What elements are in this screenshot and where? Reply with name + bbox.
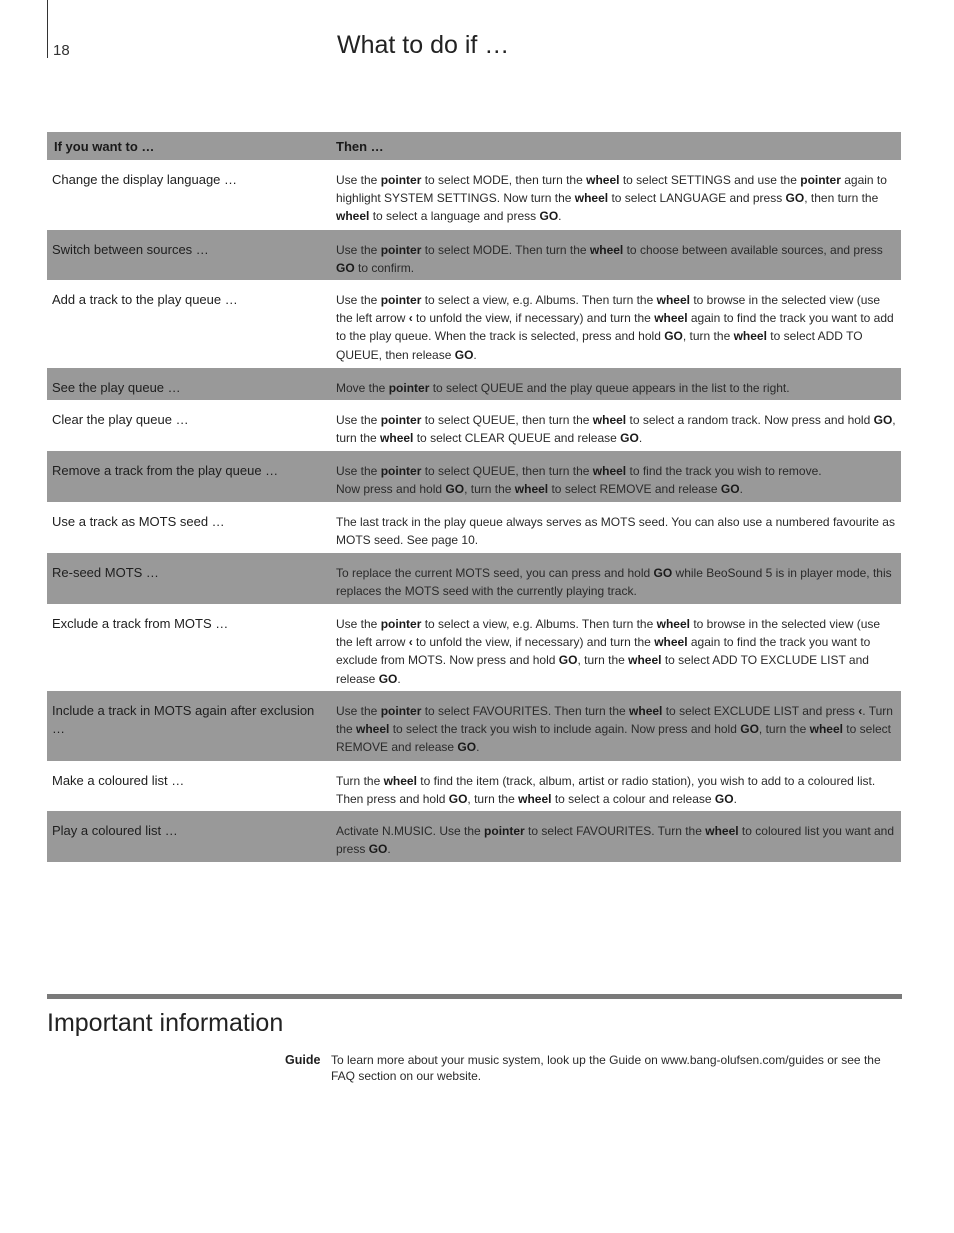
answer-text: . (476, 740, 480, 755)
row-question: Make a coloured list … (52, 773, 185, 788)
answer-text: to unfold the view, if necessary) and turn the (412, 635, 655, 650)
answer-text: . Turn the (336, 704, 893, 737)
table-row (47, 691, 901, 761)
answer-text: , turn the (336, 413, 896, 446)
answer-text: Use the (336, 704, 381, 718)
answer-text: to select QUEUE, then turn the (421, 413, 593, 427)
row-question: Exclude a track from MOTS … (52, 616, 229, 631)
answer-text: , then turn the (804, 191, 879, 206)
section-divider (47, 994, 902, 999)
row-answer (336, 553, 901, 604)
answer-text: to select QUEUE, then turn the (421, 464, 593, 478)
table-row (47, 811, 901, 862)
row-answer (336, 691, 901, 761)
left-arrow-icon: ‹ (858, 704, 863, 718)
table-row (47, 400, 901, 451)
guide-text: To learn more about your music system, look up the Guide on www.bang-olufsen.com/guides or see the FAQ section on our website. (331, 1053, 881, 1083)
answer-text: to select a view, e.g. Albums. Then turn the (421, 293, 657, 307)
keyword: GO (454, 347, 474, 362)
answer-text: Use the (336, 293, 381, 307)
keyword: pointer (388, 381, 430, 395)
keyword: pointer (380, 293, 422, 307)
keyword: GO (720, 482, 740, 497)
row-question: Play a coloured list … (52, 823, 178, 838)
row-question: Re-seed MOTS … (52, 565, 159, 580)
keyword: pointer (800, 173, 841, 187)
table-row (47, 230, 901, 280)
keyword: wheel (518, 792, 552, 807)
keyword: pointer (380, 243, 422, 257)
keyword: pointer (380, 464, 422, 478)
answer-text: to select ADD TO QUEUE, then release (336, 329, 863, 362)
keyword: wheel (586, 173, 620, 187)
answer-text: Use the (336, 464, 381, 478)
keyword: GO (448, 792, 468, 807)
answer-text: . (733, 792, 737, 807)
answer-text: , turn the (577, 653, 629, 668)
answer-text: to select EXCLUDE LIST and press (662, 704, 859, 718)
table-row (47, 160, 901, 230)
answer-text: Use the (336, 243, 381, 257)
row-answer (336, 400, 901, 451)
table-row (47, 451, 901, 502)
row-answer (336, 451, 901, 502)
answer-text: to select a language and press (369, 209, 540, 224)
keyword: wheel (356, 722, 390, 737)
keyword: wheel (705, 824, 739, 838)
keyword: pointer (484, 824, 525, 838)
keyword: wheel (654, 311, 688, 326)
keyword: GO (620, 431, 639, 446)
row-question: Include a track in MOTS again after exclusion … (52, 703, 315, 736)
row-answer (336, 604, 901, 691)
keyword: GO (873, 413, 893, 427)
answer-text: Use the (336, 617, 381, 631)
row-question: Change the display language … (52, 172, 238, 187)
row-question: Use a track as MOTS seed … (52, 514, 225, 529)
answer-text: again to find the track you want to add to the play queue. When the track is selected, press and hold (336, 311, 894, 344)
answer-text: Use the (336, 413, 381, 427)
row-answer (336, 230, 901, 280)
row-answer (336, 761, 901, 811)
row-answer (336, 160, 901, 230)
keyword: GO (558, 653, 578, 668)
row-answer (336, 811, 901, 862)
answer-text: to select ADD TO EXCLUDE LIST and release (336, 653, 869, 686)
answer-text: , turn the (682, 329, 734, 344)
troubleshooting-table (47, 132, 901, 862)
keyword: GO (445, 482, 465, 497)
keyword: wheel (656, 293, 690, 307)
row-question: Add a track to the play queue … (52, 292, 238, 307)
answer-text: to confirm. (354, 261, 415, 276)
answer-text: to select SETTINGS and use the (619, 173, 801, 187)
answer-text: to choose between available sources, and press (623, 243, 883, 257)
keyword: GO (368, 842, 388, 857)
answer-text: to browse in the selected view (use the left arrow (336, 293, 881, 326)
answer-text: to coloured list you want and press (336, 824, 895, 857)
answer-text: again to find the track you want to exclude from MOTS. Now press and hold (336, 635, 871, 668)
answer-text: to select FAVOURITES. Then turn the (421, 704, 630, 718)
keyword: wheel (592, 464, 627, 478)
answer-text: Activate N.MUSIC. Use the (336, 824, 485, 838)
keyword: GO (785, 191, 805, 206)
answer-text: . (558, 209, 562, 224)
keyword: wheel (733, 329, 767, 344)
page-title: What to do if … (337, 31, 510, 59)
keyword: GO (664, 329, 683, 344)
keyword: GO (378, 671, 398, 686)
keyword: GO (653, 566, 673, 580)
keyword: wheel (628, 653, 662, 668)
answer-text: to select CLEAR QUEUE and release (413, 431, 621, 446)
row-answer (336, 280, 901, 368)
answer-text: Turn the (336, 774, 384, 788)
answer-text: To replace the current MOTS seed, you can press and hold (336, 566, 654, 580)
row-question: Switch between sources … (52, 242, 209, 257)
keyword: wheel (574, 191, 609, 206)
answer-text: Move the (336, 381, 389, 395)
header-if-you-want-to: If you want to … (54, 138, 155, 154)
answer-text: to select the track you wish to include again. Now press and hold (389, 722, 741, 737)
answer-text: . (387, 842, 391, 857)
keyword: pointer (380, 617, 422, 631)
answer-text: to find the track you wish to remove. (626, 464, 822, 478)
answer-text: Now press and hold (336, 482, 446, 497)
keyword: GO (336, 261, 355, 276)
answer-text: to browse in the selected view (use the left arrow (336, 617, 881, 650)
answer-text: to select REMOVE and release (548, 482, 721, 497)
answer-text: to select a colour and release (551, 792, 715, 807)
guide-label: Guide (285, 1053, 321, 1067)
answer-text: , turn the (467, 792, 519, 807)
row-answer (336, 368, 901, 400)
answer-text: Use the (336, 173, 381, 187)
keyword: wheel (656, 617, 690, 631)
answer-text: . (397, 671, 401, 686)
keyword: wheel (589, 243, 624, 257)
row-question: See the play queue … (52, 380, 181, 395)
keyword: pointer (380, 413, 422, 427)
table-body (47, 160, 901, 862)
table-row (47, 761, 901, 811)
answer-text: The last track in the play queue always serves as MOTS seed. You can also use a numbered favourite as MOTS seed. See page 10. (336, 515, 895, 548)
keyword: GO (457, 740, 477, 755)
table-row (47, 280, 901, 368)
answer-text: . (473, 347, 477, 362)
answer-text: to select a random track. Now press and hold (626, 413, 874, 427)
table-header (47, 132, 901, 160)
keyword: GO (740, 722, 759, 737)
keyword: pointer (380, 173, 422, 187)
answer-text: to select MODE. Then turn the (421, 243, 590, 257)
keyword: GO (539, 209, 559, 224)
page-number: 18 (53, 42, 70, 59)
answer-text: while BeoSound 5 is in player mode, this replaces the MOTS seed with the currently playing track. (336, 566, 892, 599)
keyword: wheel (514, 482, 549, 497)
answer-text: . (739, 482, 743, 497)
row-question: Remove a track from the play queue … (52, 463, 279, 478)
answer-text: to select REMOVE and release (336, 722, 891, 755)
left-arrow-icon: ‹ (408, 311, 413, 326)
answer-text: to unfold the view, if necessary) and turn the (412, 311, 655, 326)
left-arrow-icon: ‹ (408, 635, 413, 650)
margin-rule (47, 0, 48, 58)
keyword: wheel (383, 774, 417, 788)
answer-text: to select QUEUE and the play queue appears in the list to the right. (429, 381, 790, 395)
keyword: wheel (629, 704, 663, 718)
row-question: Clear the play queue … (52, 412, 189, 427)
answer-text: to find the item (track, album, artist or radio station), you wish to add to a coloured list. Then press and hold (336, 774, 876, 807)
answer-text: to select LANGUAGE and press (608, 191, 786, 206)
keyword: GO (714, 792, 734, 807)
answer-text: to select a view, e.g. Albums. Then turn the (421, 617, 657, 631)
answer-text: to select FAVOURITES. Turn the (524, 824, 706, 838)
row-answer (336, 502, 901, 553)
keyword: wheel (809, 722, 843, 737)
table-row (47, 604, 901, 691)
keyword: pointer (380, 704, 422, 718)
keyword: wheel (336, 209, 370, 224)
table-row (47, 502, 901, 553)
keyword: wheel (654, 635, 688, 650)
table-row (47, 553, 901, 604)
answer-text: to select MODE, then turn the (421, 173, 587, 187)
keyword: wheel (592, 413, 627, 427)
answer-text: again to highlight SYSTEM SETTINGS. Now turn the (336, 173, 887, 206)
header-then: Then … (336, 138, 384, 154)
answer-text: . (638, 431, 643, 446)
table-row (47, 368, 901, 400)
answer-text: , turn the (464, 482, 515, 497)
answer-text: , turn the (758, 722, 810, 737)
keyword: wheel (380, 431, 414, 446)
section-title: Important information (47, 1009, 284, 1037)
